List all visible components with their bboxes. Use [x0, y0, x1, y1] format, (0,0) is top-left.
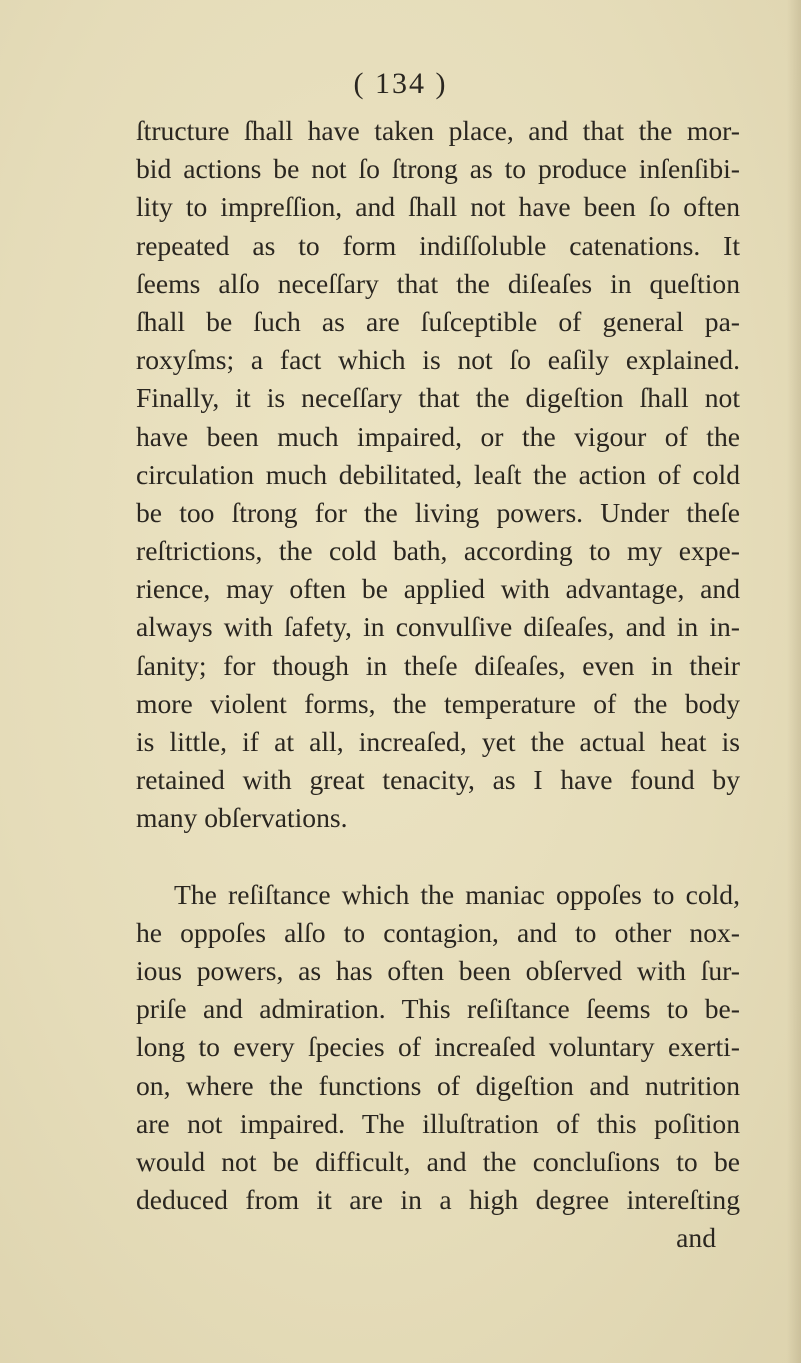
page-number: ( 134 )	[353, 67, 448, 100]
text-line: more violent forms, the temperature of the body	[136, 687, 740, 719]
text-line: roxyſms; a fact which is not ſo eaſily explained.	[136, 344, 740, 376]
text-line: rience, may often be applied with advantage, and	[136, 573, 740, 605]
text-line: always with ſafety, in convulſive diſeaſes, and in in-	[136, 611, 740, 643]
text-line: The reſiſtance which the maniac oppoſes to cold,	[174, 878, 740, 910]
paragraph-gap	[136, 838, 740, 876]
text-line: repeated as to form indiſſoluble catenations. It	[136, 229, 740, 261]
text-line: be too ſtrong for the living powers. Under theſe	[136, 496, 740, 528]
paragraph-1	[136, 112, 740, 838]
page-edge-shadow	[787, 0, 801, 1363]
text-line: retained with great tenacity, as I have found by	[136, 764, 740, 796]
text-line: ſeems alſo neceſſary that the diſeaſes in queſtion	[136, 267, 740, 299]
text-line: ſtructure ſhall have taken place, and that the mor-	[136, 115, 740, 146]
text-line: on, where the functions of digeſtion and nutrition	[136, 1069, 740, 1101]
paragraph-2	[136, 876, 740, 1220]
text-line: ious powers, as has often been obſerved with ſur-	[136, 954, 740, 986]
text-line: circulation much debilitated, leaſt the action of cold	[136, 458, 740, 490]
text-line: lity to impreſſion, and ſhall not have been ſo often	[136, 191, 740, 223]
text-line: he oppoſes alſo to contagion, and to other nox-	[136, 916, 740, 948]
text-line: Finally, it is neceſſary that the digeſtion ſhall not	[136, 382, 740, 414]
text-line: ſanity; for though in theſe diſeaſes, even in their	[136, 649, 740, 681]
text-line: priſe and admiration. This reſiſtance ſeems to be-	[136, 993, 740, 1025]
text-line: many obſervations.	[136, 802, 348, 834]
text-line: long to every ſpecies of increaſed voluntary exerti-	[136, 1031, 740, 1063]
text-line: reſtrictions, the cold bath, according to my expe-	[136, 535, 740, 567]
text-line: deduced from it are in a high degree intereſting	[136, 1184, 740, 1216]
body-text	[136, 112, 740, 1257]
text-line: bid actions be not ſo ſtrong as to produce inſenſibi-	[136, 153, 740, 185]
text-line: have been much impaired, or the vigour of the	[136, 420, 740, 452]
catchword: and	[676, 1222, 716, 1254]
text-line: are not impaired. The illuſtration of this poſition	[136, 1107, 740, 1139]
text-line: ſhall be ſuch as are ſuſceptible of general pa-	[136, 305, 740, 337]
text-line: is little, if at all, increaſed, yet the actual heat is	[136, 726, 740, 757]
text-line: would not be difficult, and the concluſions to be	[136, 1145, 740, 1177]
